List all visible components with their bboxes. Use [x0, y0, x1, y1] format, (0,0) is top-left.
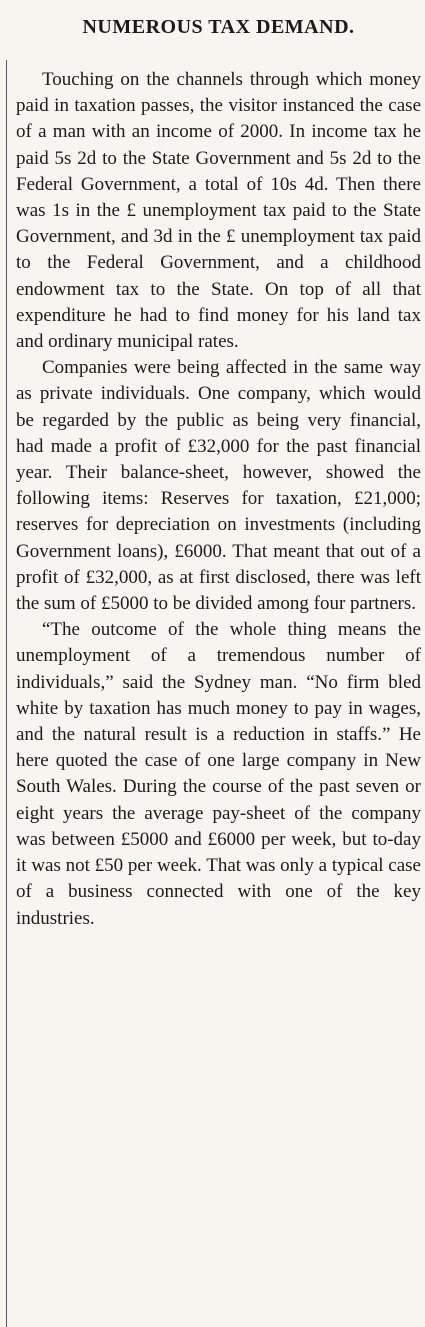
paragraph-3: “The outcome of the whole thing means the unemployment of a tremendous number of individuals,” said the Sydney man. “No firm bled white by taxation has much money to pay in wages, and the natural result is a reduction in staffs.” He here quoted the case of one large company in New South Wales. During the course of the past seven or eight years the average pay-sheet of the company was between £5000 and £6000 per week, but to-day it was not £50 per week. That was only a typical case of a business connected with one of the key industries.	[16, 619, 421, 929]
paragraph-2: Companies were being affected in the same way as private individuals. One company, which would be regarded by the public as being very financial, had made a profit of £32,000 for the past financial year. Their balance-sheet, however, showed the following items: Reserves for taxation, £21,000; reserves for depreciation on investments (including Government loans), £6000. That meant that out of a profit of £32,000, as at first disclosed, there was left the sum of £5000 to be divided among four partners.	[16, 357, 421, 615]
paragraph-1: Touching on the channels through which money paid in taxation passes, the visitor instanced the case of a man with an income of 2000. In income tax he paid 5s 2d to the State Government and 5s 2d to the Federal Government, a total of 10s 4d. Then there was 1s in the £ unemployment tax paid to the State Government, and 3d in the £ unemployment tax paid to the Federal Government, and a childhood endowment tax to the State. On top of all that expenditure he had to find money for his land tax and ordinary municipal rates.	[16, 69, 421, 353]
column-rule	[6, 60, 7, 1327]
headline: NUMEROUS TAX DEMAND.	[82, 16, 355, 38]
